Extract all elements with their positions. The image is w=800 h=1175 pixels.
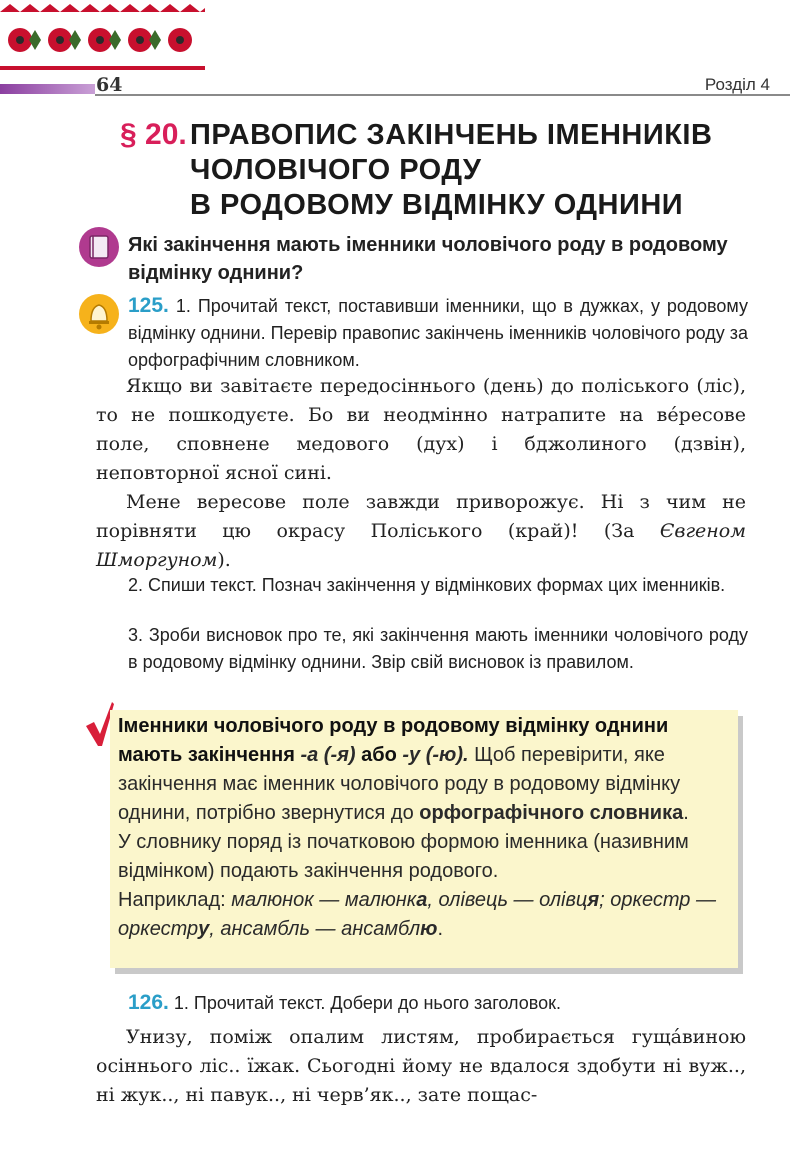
section-number: § 20. bbox=[120, 118, 187, 151]
rule-ex4-end: ю bbox=[420, 918, 438, 940]
exercise-125-number: 125. bbox=[128, 294, 169, 317]
exercise-126-task1-text: 1. Прочитай текст. Добери до нього заголовок. bbox=[173, 993, 562, 1013]
exercise-126-task1 bbox=[128, 989, 748, 1017]
key-question: Які закінчення мають іменники чоловічого роду в родовому відмінку однини? bbox=[128, 234, 728, 284]
page-number: 64 bbox=[96, 74, 123, 96]
bell-icon bbox=[78, 292, 120, 336]
rule-text1-end: . bbox=[683, 802, 689, 824]
title-line-1: ПРАВОПИС ЗАКІНЧЕНЬ ІМЕННИКІВ bbox=[190, 119, 713, 151]
exercise-126-number: 126. bbox=[128, 991, 169, 1014]
para2-text: Мене вересове поле завжди приворожує. Ні з чим не порівняти цю окрасу Поліського (край)! (За bbox=[96, 491, 746, 542]
rule-ending1: -а (-я) bbox=[300, 744, 356, 766]
exercise-126-text bbox=[96, 1023, 746, 1110]
rule-ex1: малюнок — малюнк bbox=[231, 889, 417, 911]
title-text bbox=[190, 118, 750, 223]
rule-ending2: -у (-ю). bbox=[402, 744, 469, 766]
rule-dict: орфографічного словника bbox=[419, 802, 684, 824]
exercise-125-para1: Якщо ви завітаєте передосіннього (день) до поліського (ліс), то не пошкодуєте. Бо ви неодмінно натрапите на вéресове поле, сповнене медового (дух) і бджолиного (дзвін), неповторної ясної сині. bbox=[96, 375, 746, 484]
book-icon bbox=[78, 226, 120, 268]
rule-text1: Щоб перевірити, яке закінчення має іменник чоловічого роду в родовому відмінку однини, потрібно звернутися до bbox=[118, 744, 681, 824]
rule-ex3: ; оркестр — оркестр bbox=[118, 889, 716, 940]
exercise-125-text bbox=[96, 372, 746, 575]
rule-text bbox=[118, 712, 738, 944]
exercise-125-task3: 3. Зроби висновок про те, які закінчення мають іменники чоловічого роду в родовому відмінку однини. Звір свій висновок із правилом. bbox=[128, 625, 748, 672]
rule-ex2-end: я bbox=[587, 889, 600, 911]
rule-text2: У словнику поряд із початковою формою іменника (називним відмінком) подають закінчення родового. bbox=[118, 831, 689, 882]
exercise-125-para2 bbox=[96, 488, 746, 575]
title-line-3: В РОДОВОМУ ВІДМІНКУ ОДНИНИ bbox=[190, 189, 684, 221]
exercise-125-task1-text: 1. Прочитай текст, поставивши іменники, що в дужках, у родовому відмінку однини. Перевір правопис закінчень іменників чоловічого роду за орфографічним словником. bbox=[128, 296, 748, 370]
exercise-125-task1 bbox=[128, 292, 748, 374]
para2-end: ). bbox=[217, 549, 231, 571]
rule-final: . bbox=[437, 918, 443, 940]
rule-example-label: Наприклад: bbox=[118, 889, 232, 911]
exercise-126-para: Унизу, поміж опалим листям, пробирається гущáвиною осіннього ліс.. їжак. Сьогодні йому не вдалося здобути ні вуж.., ні жук.., ні павук.., ні черв’як.., зате пощас- bbox=[96, 1026, 746, 1106]
title-line-2: ЧОЛОВІЧОГО РОДУ bbox=[190, 154, 482, 186]
rule-ex2: , олівець — олівц bbox=[427, 889, 588, 911]
rule-ex3-end: у bbox=[198, 918, 210, 940]
rule-ex4: , ансамбль — ансамбл bbox=[209, 918, 421, 940]
header-rule bbox=[95, 94, 790, 96]
rule-bold: Іменники чоловічого роду в родовому відмінку однини мають закінчення bbox=[118, 715, 669, 766]
para2-author: Євгеном Шморгуном bbox=[96, 520, 746, 571]
section-label: Розділ 4 bbox=[704, 75, 770, 94]
header-accent-bar bbox=[0, 84, 95, 94]
exercise-125-task2: 2. Спиши текст. Познач закінчення у відмінкових формах цих іменників. bbox=[128, 575, 726, 595]
rule-or: або bbox=[355, 744, 403, 766]
folk-ornament bbox=[0, 0, 205, 82]
rule-ex1-end: а bbox=[416, 889, 428, 911]
